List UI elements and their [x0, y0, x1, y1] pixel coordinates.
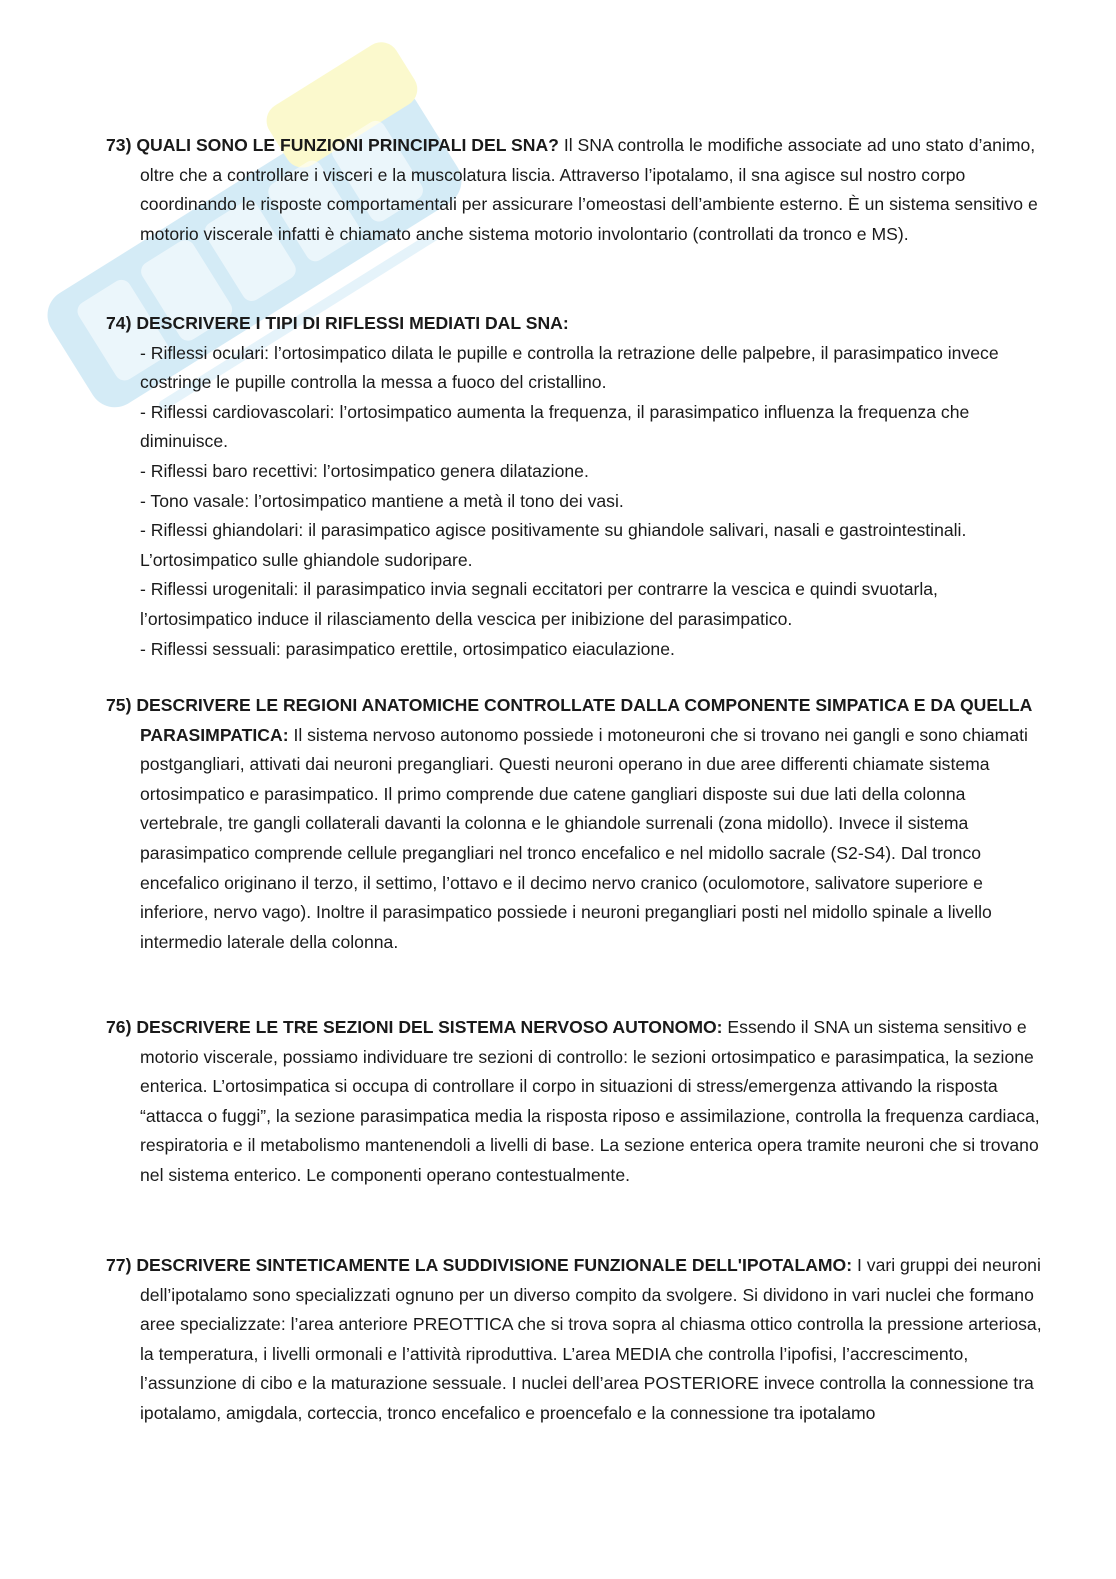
question-heading: DESCRIVERE LE TRE SEZIONI DEL SISTEMA NERVOSO AUTONOMO: [136, 1017, 723, 1037]
question-74 [106, 309, 1045, 664]
list-item: - Riflessi urogenitali: il parasimpatico invia segnali eccitatori per contrarre la vescica e quindi svuotarla, l’ortosimpatico induce il rilasciamento della vescica per inibizione del parasimpatico. [140, 579, 938, 629]
answer-text: Essendo il SNA un sistema sensitivo e motorio viscerale, possiamo individuare tre sezioni di controllo: le sezioni ortosimpatico e parasimpatica, la sezione enterica. L’ortosimpatica si occupa di controllare il corpo in situazioni di stress/emergenza attivando la risposta “attacca o fuggi”, la sezione parasimpatica media la risposta riposo e assimilazione, controlla la frequenza cardiaca, respiratoria e il metabolismo mantenendoli a livelli di base. La sezione enterica opera tramite neuroni che si trovano nel sistema enterico. Le componenti operano contestualmente. [140, 1017, 1040, 1185]
question-number: 73) [106, 135, 132, 155]
list-item: - Riflessi sessuali: parasimpatico erettile, ortosimpatico eiaculazione. [140, 638, 675, 659]
reflex-list [140, 339, 1045, 665]
question-heading: DESCRIVERE SINTETICAMENTE LA SUDDIVISIONE FUNZIONALE DELL'IPOTALAMO: [136, 1255, 853, 1275]
question-number: 77) [106, 1255, 132, 1275]
answer-text: Il SNA controlla le modifiche associate ad uno stato d’animo, oltre che a controllare i visceri e la muscolatura liscia. Attraverso l’ipotalamo, il sna agisce sul nostro corpo coordinando le risposte comportamentali per assicurare l’omeostasi dell’ambiente esterno. È un sistema sensitivo e motorio viscerale infatti è chiamato anche sistema motorio involontario (controllati da tronco e MS). [140, 135, 1038, 244]
list-item: - Riflessi baro recettivi: l’ortosimpatico genera dilatazione. [140, 460, 589, 481]
list-item: - Riflessi oculari: l’ortosimpatico dilata le pupille e controlla la retrazione delle palpebre, il parasimpatico invece costringe le pupille controlla la messa a fuoco del cristallino. [140, 342, 999, 393]
question-number: 75) [106, 695, 132, 715]
question-76 [106, 1013, 1045, 1191]
question-73 [106, 131, 1045, 249]
question-heading: DESCRIVERE I TIPI DI RIFLESSI MEDIATI DAL SNA: [136, 313, 569, 333]
question-number: 74) [106, 313, 132, 333]
question-77 [106, 1251, 1045, 1429]
answer-text: Il sistema nervoso autonomo possiede i motoneuroni che si trovano nei gangli e sono chiamati postgangliari, attivati dai neuroni pregangliari. Questi neuroni operano in due aree differenti chiamate sistema ortosimpatico e parasimpatico. Il primo comprende due catene gangliari disposte sui due lati della colonna vertebrale, tre gangli collaterali davanti la colonna e le ghiandole surrenali (zona midollo). Invece il sistema parasimpatico comprende cellule pregangliari nel tronco encefalico e nel midollo sacrale (S2-S4). Dal tronco encefalico originano il terzo, il settimo, l’ottavo e il decimo nervo cranico (oculomotore, salivatore superiore e inferiore, nervo vago). Inoltre il parasimpatico possiede i neuroni pregangliari posti nel midollo spinale a livello intermedio laterale della colonna. [140, 724, 1028, 952]
question-heading: DESCRIVERE LE REGIONI ANATOMICHE CONTROLLATE DALLA COMPONENTE SIMPATICA E DA QUELLA PARASIMPATICA: [136, 695, 1032, 745]
answer-text: I vari gruppi dei neuroni dell’ipotalamo sono specializzati ognuno per un diverso compito da svolgere. Si dividono in vari nuclei che formano aree specializzate: l’area anteriore PREOTTICA che si trova sopra al chiasma ottico controlla la pressione arteriosa, la temperatura, i livelli ormonali e l’attività riproduttiva. L’area MEDIA che controlla l’ipofisi, l’accrescimento, l’assunzione di cibo e la maturazione sessuale. I nuclei dell’area POSTERIORE invece controlla la connessione tra ipotalamo, amigdala, corteccia, tronco encefalico e proencefalo e la connessione tra ipotalamo [140, 1255, 1042, 1423]
question-heading: QUALI SONO LE FUNZIONI PRINCIPALI DEL SNA? [136, 135, 559, 155]
list-item: - Tono vasale: l’ortosimpatico mantiene a metà il tono dei vasi. [140, 490, 624, 511]
list-item: - Riflessi ghiandolari: il parasimpatico agisce positivamente su ghiandole salivari, nasali e gastrointestinali. L’ortosimpatico sulle ghiandole sudoripare. [140, 520, 967, 570]
question-number: 76) [106, 1017, 132, 1037]
list-item: - Riflessi cardiovascolari: l’ortosimpatico aumenta la frequenza, il parasimpatico influenza la frequenza che diminuisce. [140, 401, 970, 452]
question-75 [106, 691, 1045, 957]
